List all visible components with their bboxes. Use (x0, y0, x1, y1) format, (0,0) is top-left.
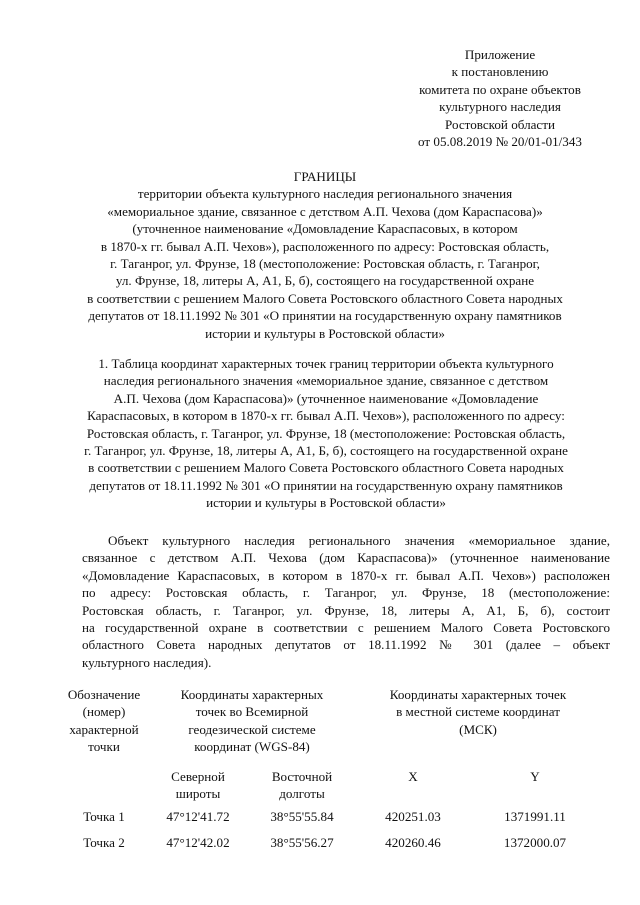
cell-north: 47°12'41.72 (166, 809, 230, 825)
cell-point: Точка 1 (83, 809, 125, 825)
cell-north: 47°12'42.02 (166, 834, 230, 850)
title-line: (уточненное наименование «Домовладение Караспасовых, в котором (132, 221, 518, 237)
subheader-north: Северной широты (171, 768, 225, 802)
title-line: г. Таганрог, ул. Фрунзе, 18 (местоположение: Ростовская область, г. Таганрог, (110, 256, 540, 272)
cell-y: 1372000.07 (503, 834, 567, 850)
table-row (60, 802, 600, 827)
title-line: в соответствии с решением Малого Совета Ростовского областного Совета народных (87, 290, 563, 306)
section-line: истории и культуры в Ростовской области» (206, 495, 446, 511)
appendix-line: Ростовской области (445, 116, 555, 132)
appendix-note (400, 46, 600, 150)
paragraph-line: культурного наследия). (82, 654, 212, 670)
table-header-row (60, 686, 600, 756)
section-line: А.П. Чехова (дом Караспасова)» (уточненное наименование «Домовладение (113, 390, 539, 406)
paragraph-line: на государственной охране в соответствии с решением Малого Совета Ростовского (82, 619, 610, 635)
subheader-x: X (408, 768, 418, 784)
subheader-east: Восточной долготы (271, 768, 333, 802)
paragraph-line: связанное с детством А.П. Чехова (дом Караспасова)» (уточненное наименование (82, 550, 610, 566)
section-line: Караспасовых, в котором в 1870-х гг. бывал А.П. Чехов»), расположенного по адресу: (87, 408, 565, 424)
coordinates-table (60, 686, 600, 853)
header-point: Обозначение (номер) характерной точки (67, 687, 141, 755)
paragraph-line: Ростовская область, г. Таганрог, ул. Фрунзе, 18, литеры А, А1, Б, б), состоит (82, 602, 610, 618)
title-line: «мемориальное здание, связанное с детством А.П. Чехова (дом Караспасова)» (107, 203, 543, 219)
cell-y: 1371991.11 (504, 809, 566, 825)
appendix-line: Приложение (464, 47, 536, 62)
cell-east: 38°55'55.84 (270, 809, 334, 825)
paragraph-line: по адресу: Ростовская область, г. Таганрог, ул. Фрунзе, 18 (местоположение: (82, 585, 610, 601)
appendix-line: к постановлению (451, 64, 549, 80)
section-line: 1. Таблица координат характерных точек границ территории объекта культурного (98, 356, 554, 371)
header-msk: Координаты характерных точек в местной системе координат (МСК) (389, 687, 567, 737)
document-title (60, 168, 590, 342)
subheader-y: Y (530, 768, 540, 784)
appendix-line: от 05.08.2019 № 20/01-01/343 (418, 134, 582, 150)
section-line: наследия регионального значения «мемориальное здание, связанное с детством (103, 373, 549, 389)
cell-x: 420251.03 (385, 809, 441, 825)
cell-point: Точка 2 (83, 834, 125, 850)
coordinates-grid (60, 686, 600, 853)
subheader-empty (60, 756, 148, 803)
section-heading (56, 355, 596, 512)
section-line: в соответствии с решением Малого Совета Ростовского областного Совета народных (88, 460, 564, 476)
title-line: истории и культуры в Ростовской области» (205, 325, 445, 341)
appendix-line: комитета по охране объектов (419, 81, 581, 97)
table-row (60, 828, 600, 853)
paragraph-line: «Домовладение Караспасовых, в котором в 1870-х гг. бывал А.П. Чехов») расположен (82, 567, 610, 583)
appendix-line: культурного наследия (439, 99, 561, 115)
section-line: депутатов от 18.11.1992 № 301 «О принятии на государственную охрану памятников (89, 477, 563, 493)
body-paragraph (82, 532, 610, 671)
title-line: в 1870-х гг. бывал А.П. Чехов»), расположенного по адресу: Ростовская область, (100, 238, 550, 254)
title-line: депутатов от 18.11.1992 № 301 «О принятии на государственную охрану памятников (88, 308, 562, 324)
title-line: ул. Фрунзе, 18, литеры А, А1, Б, б), состоящего на государственной охране (115, 273, 535, 289)
title-line: территории объекта культурного наследия регионального значения (137, 186, 513, 202)
paragraph-line: областного Совета народных депутатов от 18.11.1992 № 301 (далее – объект (82, 637, 610, 653)
cell-x: 420260.46 (385, 834, 441, 850)
paragraph-line: Объект культурного наследия регионального значения «мемориальное здание, (108, 533, 610, 548)
section-line: г. Таганрог, ул. Фрунзе, 18, литеры А, А1, Б, б), состоящего на государственной охране (84, 443, 568, 459)
cell-east: 38°55'56.27 (270, 834, 334, 850)
section-line: Ростовская область, г. Таганрог, ул. Фрунзе, 18 (местоположение: Ростовская область, (86, 425, 566, 441)
table-subheader-row (60, 756, 600, 803)
header-wgs: Координаты характерных точек во Всемирной геодезической системе координат (WGS-84) (180, 687, 324, 755)
title-heading: ГРАНИЦЫ (293, 169, 357, 184)
